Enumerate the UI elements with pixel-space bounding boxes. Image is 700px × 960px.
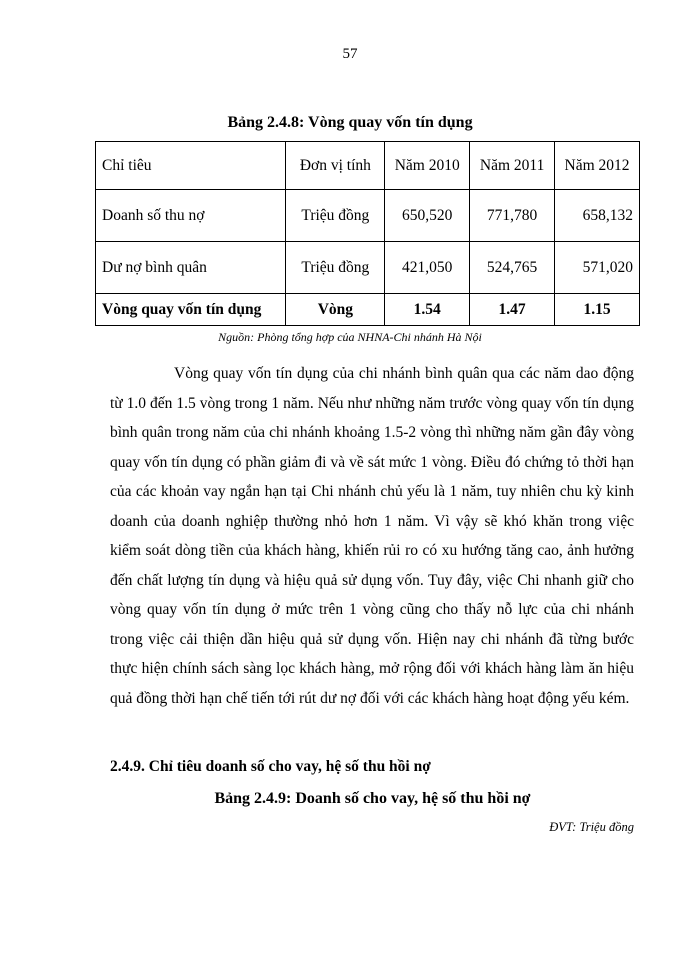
header-cell-indicator: Chỉ tiêu: [96, 142, 286, 190]
row-label: Dư nợ bình quân: [96, 242, 286, 294]
row-label: Doanh số thu nợ: [96, 190, 286, 242]
cell-2010: 421,050: [385, 242, 470, 294]
unit-note: ĐVT: Triệu đồng: [549, 820, 634, 834]
table2-title: Bảng 2.4.9: Doanh số cho vay, hệ số thu hồi nợ: [214, 790, 531, 807]
page-number: 57: [342, 46, 358, 62]
table-source-note: Nguồn: Phòng tổng hợp của NHNA-Chi nhánh Hà Nội: [218, 330, 482, 344]
header-cell-2012: Năm 2012: [555, 142, 640, 190]
cell-2012: 658,132: [555, 190, 640, 242]
credit-turnover-table: [95, 141, 640, 326]
section-heading: 2.4.9. Chỉ tiêu doanh số cho vay, hệ số thu hồi nợ: [110, 758, 431, 775]
cell-2011: 771,780: [470, 190, 555, 242]
row-label: Vòng quay vốn tín dụng: [96, 294, 286, 326]
header-cell-2010: Năm 2010: [385, 142, 470, 190]
table-row: [96, 242, 640, 294]
header-cell-2011: Năm 2011: [470, 142, 555, 190]
cell-2010: 1.54: [385, 294, 470, 326]
cell-2012: 1.15: [555, 294, 640, 326]
table-row-total: [96, 294, 640, 326]
body-paragraph: Vòng quay vốn tín dụng của chi nhánh bình quân qua các năm dao động từ 1.0 đến 1.5 vòng trong 1 năm. Nếu như những năm trước vòng quay vốn tín dụng bình quân trong năm của chi nhánh khoảng 1.5-2 vòng thì những năm gần đây vòng quay vốn tín dụng có phần giảm đi và về sát mức 1 vòng. Điều đó chứng tỏ thời hạn của các khoản vay ngắn hạn tại Chi nhánh chủ yếu là 1 năm, tuy nhiên chu kỳ kinh doanh của doanh nghiệp thường nhỏ hơn 1 năm. Vì vậy sẽ khó khăn trong việc kiểm soát dòng tiền của khách hàng, khiến rủi ro có xu hướng tăng cao, ảnh hưởng đến chất lượng tín dụng và hiệu quả sử dụng vốn. Tuy đây, việc Chi nhanh giữ cho vòng quay vốn tín dụng ở mức trên 1 vòng cũng cho thấy nỗ lực của chi nhánh trong việc cải thiện dần hiệu quả sử dụng vốn. Hiện nay chi nhánh đã từng bước thực hiện chính sách sàng lọc khách hàng, mở rộng đối với khách hàng làm ăn hiệu quả đồng thời hạn chế tiến tới rút dư nợ đối với các khách hàng hoạt động yếu kém.: [110, 365, 634, 707]
cell-2010: 650,520: [385, 190, 470, 242]
row-unit: Triệu đồng: [286, 190, 385, 242]
cell-2011: 1.47: [470, 294, 555, 326]
table-title: Bảng 2.4.8: Vòng quay vốn tín dụng: [227, 114, 473, 131]
row-unit: Vòng: [286, 294, 385, 326]
cell-2012: 571,020: [555, 242, 640, 294]
cell-2011: 524,765: [470, 242, 555, 294]
row-unit: Triệu đồng: [286, 242, 385, 294]
table-row: [96, 190, 640, 242]
header-cell-unit: Đơn vị tính: [286, 142, 385, 190]
table-header-row: [96, 142, 640, 190]
